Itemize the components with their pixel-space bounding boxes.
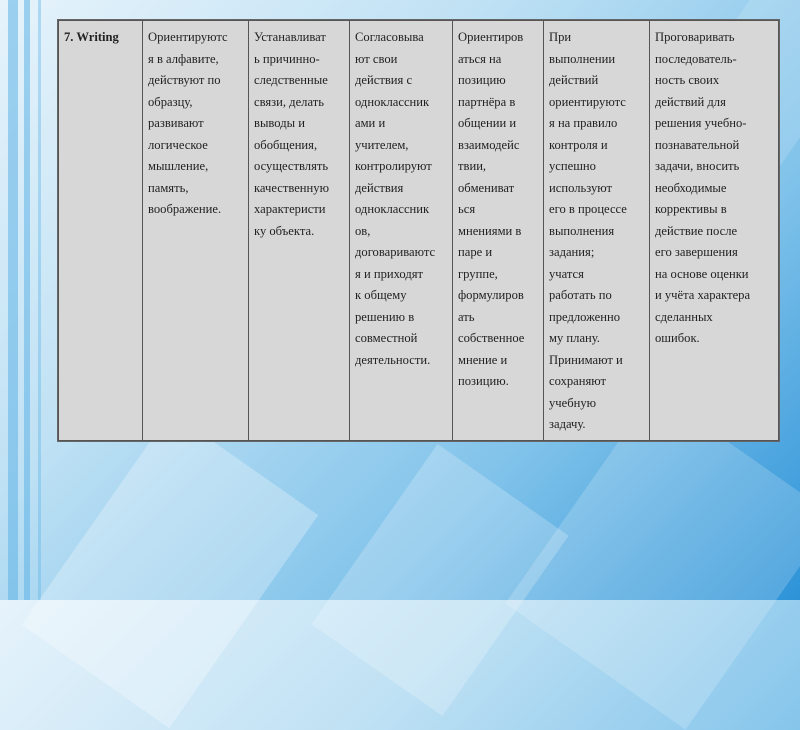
table-cell-stage: 7. Writing [59,21,143,441]
table-cell: Согласовыва ют свои действия с одноклассник ами и учителем, контролируют действия одноклассник ов, договариваютс я и приходят к общему решению в совместной деятельности. [350,21,453,441]
background-stripe [38,0,41,600]
background-stripe [8,0,18,600]
table-cell: Ориентиров аться на позицию партнёра в общении и взаимодейс твии, обмениват ься мнениями в паре и группе, формулиров ать собственное мнение и позицию. [453,21,544,441]
background-shape [505,390,800,729]
table-cell: Ориентируютс я в алфавите, действуют по образцу, развивают логическое мышление, память, воображение. [143,21,249,441]
skills-table [58,20,779,441]
table-cell: При выполнении действий ориентируютс я на правило контроля и успешно используют его в процессе выполнения задания; учатся работать по предложенно му плану. Принимают и сохраняют учебную задачу. [544,21,650,441]
background-shape [22,412,319,728]
table-cell: Устанавливат ь причинно- следственные связи, делать выводы и обобщения, осуществлять качественную характеристи ку объекта. [249,21,350,441]
background-stripe [24,0,30,600]
table-row [59,21,779,441]
table-cell: Проговаривать последователь- ность своих действий для решения учебно- познавательной задачи, вносить необходимые коррективы в действие после его завершения на основе оценки и учёта характера сделанных ошибок. [650,21,779,441]
